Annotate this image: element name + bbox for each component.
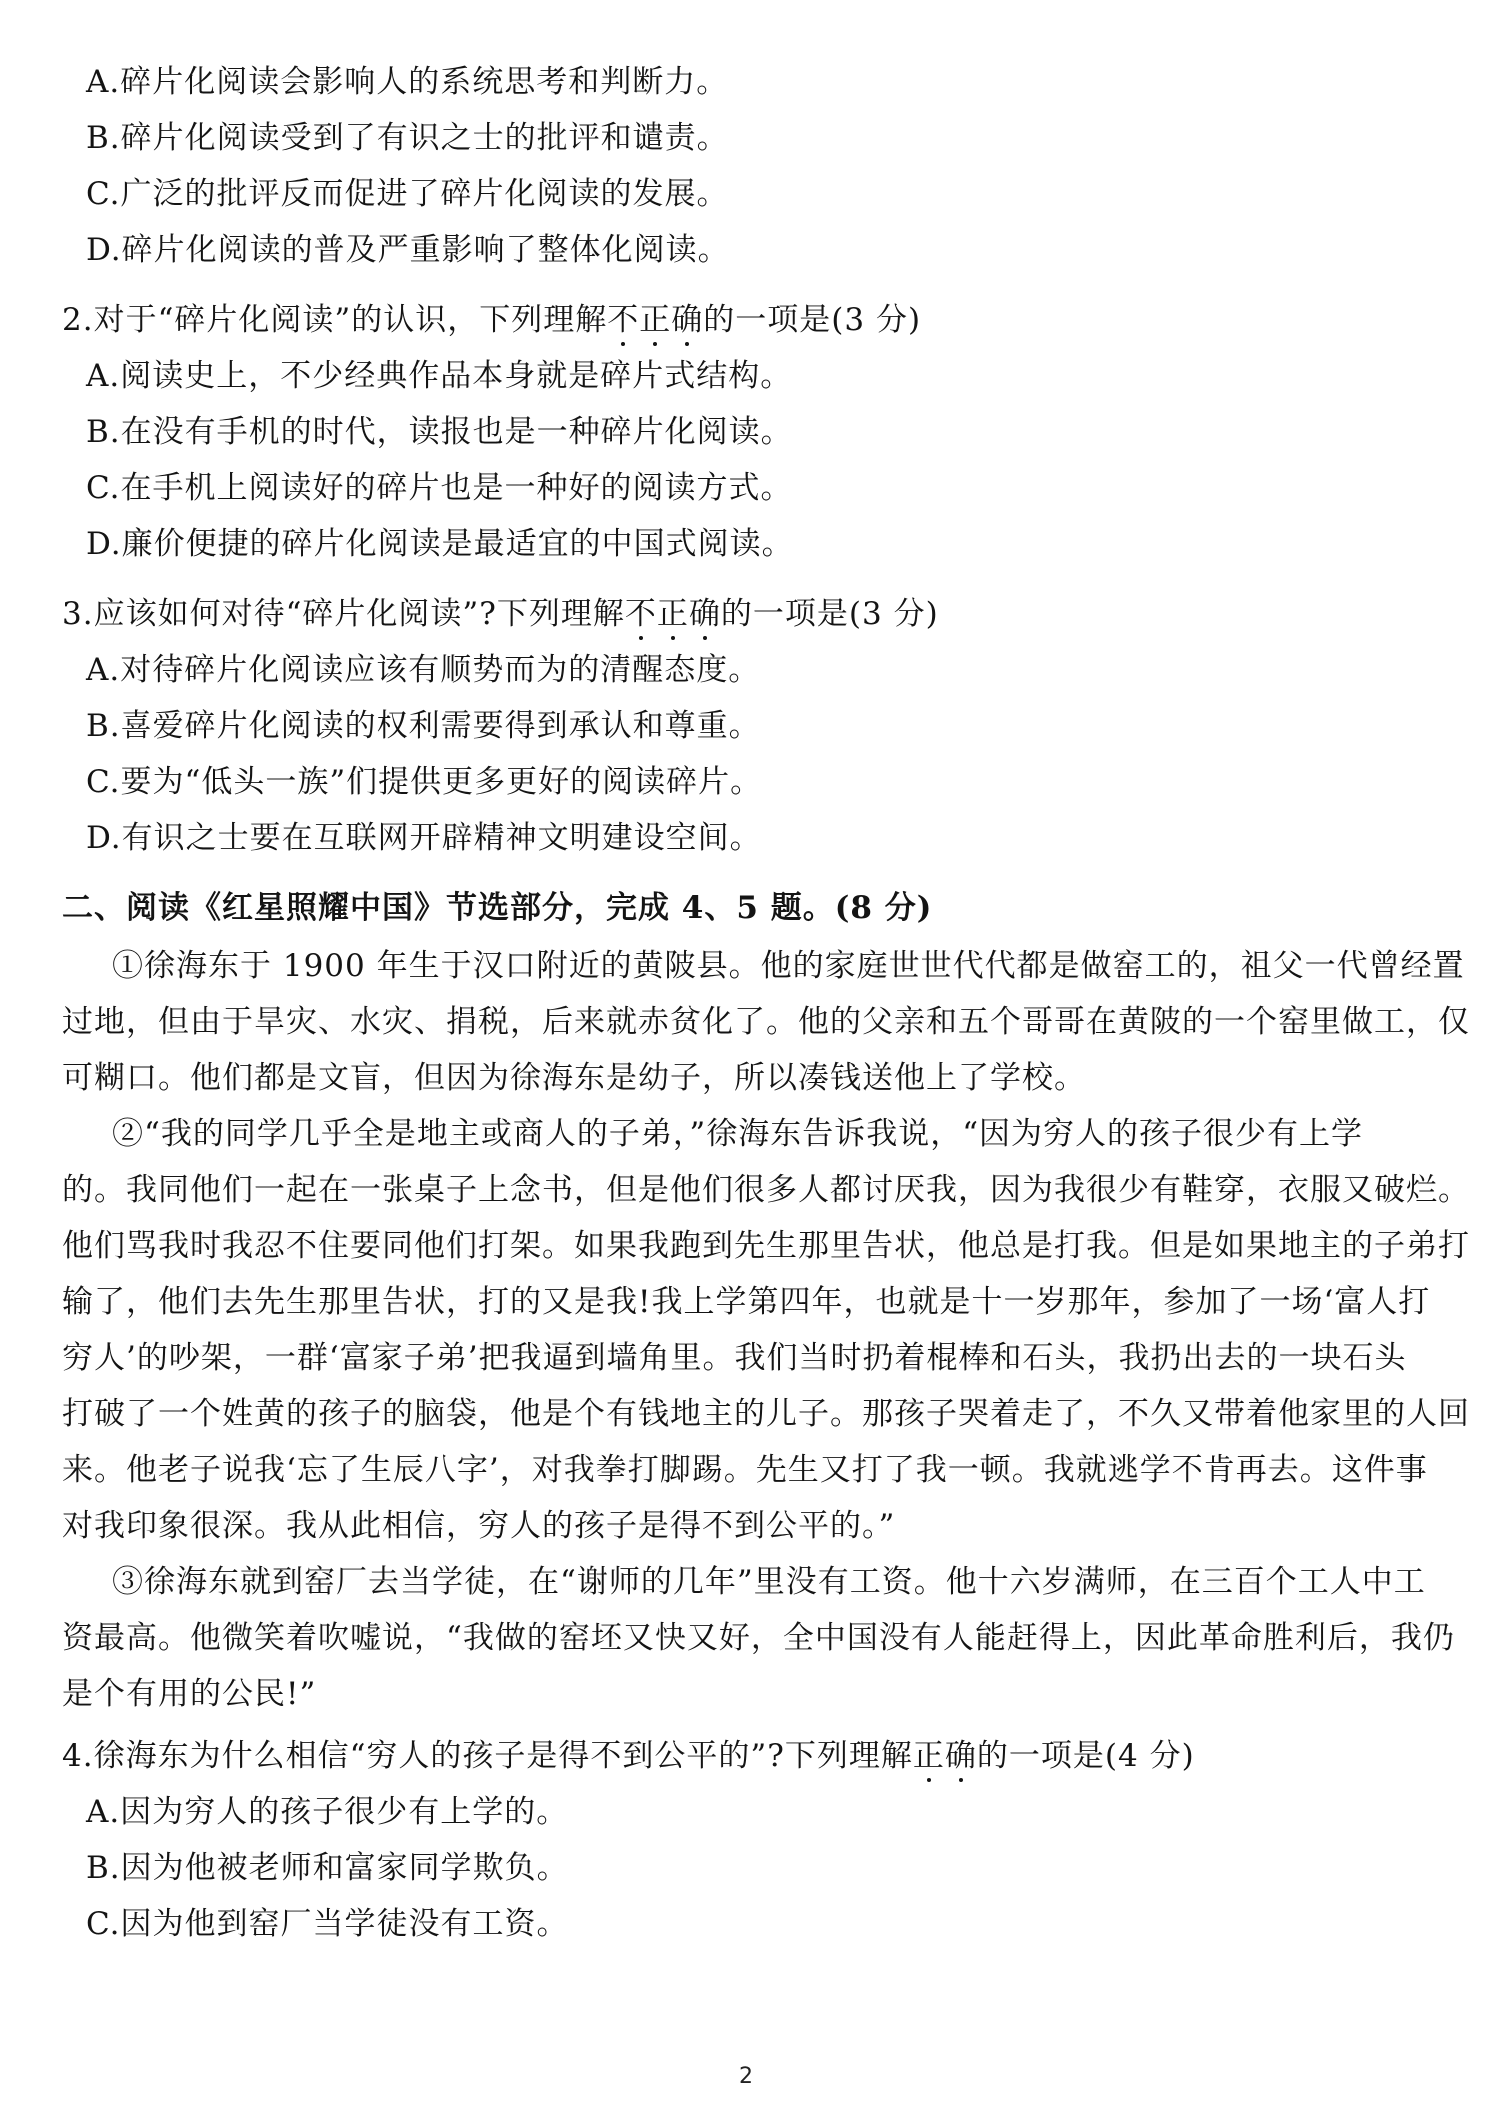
- passage-line: 过地，但由于旱灾、水灾、捐税，后来就赤贫化了。他的父亲和五个哥哥在黄陂的一个窑里做工，仅: [62, 1004, 1470, 1040]
- q1-option-d: D.碎片化阅读的普及严重影响了整体化阅读。: [86, 232, 730, 268]
- section-heading: 二、阅读《红星照耀中国》节选部分，完成 4、5 题。(8 分): [62, 890, 933, 926]
- emphasis-char: 不: [607, 302, 640, 338]
- passage-line: 对我印象很深。我从此相信，穷人的孩子是得不到公平的。”: [62, 1508, 896, 1544]
- q1-option-b: B.碎片化阅读受到了有识之士的批评和谴责。: [86, 120, 729, 156]
- passage-line: 是个有用的公民!”: [62, 1676, 317, 1712]
- passage-line: 输了，他们去先生那里告状，打的又是我!我上学第四年，也就是十一岁那年，参加了一场‘富人打: [62, 1284, 1431, 1320]
- emphasis-char: 确: [944, 1738, 977, 1774]
- q2-option-c: C.在手机上阅读好的碎片也是一种好的阅读方式。: [86, 470, 793, 506]
- emphasis-char: 确: [671, 302, 704, 338]
- q2-option-d: D.廉价便捷的碎片化阅读是最适宜的中国式阅读。: [86, 526, 794, 562]
- passage-line: ②“我的同学几乎全是地主或商人的子弟，”徐海东告诉我说，“因为穷人的孩子很少有上学: [112, 1116, 1364, 1152]
- passage-line: 可糊口。他们都是文盲，但因为徐海东是幼子，所以凑钱送他上了学校。: [62, 1060, 1086, 1096]
- passage-line: 打破了一个姓黄的孩子的脑袋，他是个有钱地主的儿子。那孩子哭着走了，不久又带着他家里的人回: [62, 1396, 1470, 1432]
- passage-line: 穷人’的吵架，一群‘富家子弟’把我逼到墙角里。我们当时扔着棍棒和石头，我扔出去的一块石头: [62, 1340, 1407, 1376]
- q3-stem: 3.应该如何对待“碎片化阅读”?下列理解不正确的一项是(3 分): [62, 596, 939, 632]
- emphasis-char: 确: [688, 596, 721, 632]
- passage-line: ①徐海东于 1900 年生于汉口附近的黄陂县。他的家庭世世代代都是做窑工的，祖父一代曾经置: [112, 948, 1465, 984]
- q1-option-a: A.碎片化阅读会影响人的系统思考和判断力。: [86, 64, 729, 100]
- passage-line: 他们骂我时我忍不住要同他们打架。如果我跑到先生那里告状，他总是打我。但是如果地主的子弟打: [62, 1228, 1470, 1264]
- emphasis-char: 正: [912, 1738, 945, 1774]
- q4-stem: 4.徐海东为什么相信“穷人的孩子是得不到公平的”?下列理解正确的一项是(4 分): [62, 1738, 1195, 1774]
- passage-line: ③徐海东就到窑厂去当学徒，在“谢师的几年”里没有工资。他十六岁满师，在三百个工人中工: [112, 1564, 1426, 1600]
- q3-option-a: A.对待碎片化阅读应该有顺势而为的清醒态度。: [86, 652, 761, 688]
- q2-option-b: B.在没有手机的时代，读报也是一种碎片化阅读。: [86, 414, 793, 450]
- q4-option-b: B.因为他被老师和富家同学欺负。: [86, 1850, 569, 1886]
- q3-option-c: C.要为“低头一族”们提供更多更好的阅读碎片。: [86, 764, 763, 800]
- q1-option-c: C.广泛的批评反而促进了碎片化阅读的发展。: [86, 176, 729, 212]
- emphasis-char: 正: [639, 302, 672, 338]
- emphasis-char: 正: [656, 596, 689, 632]
- q3-option-d: D.有识之士要在互联网开辟精神文明建设空间。: [86, 820, 762, 856]
- q4-option-c: C.因为他到窑厂当学徒没有工资。: [86, 1906, 569, 1942]
- q3-option-b: B.喜爱碎片化阅读的权利需要得到承认和尊重。: [86, 708, 761, 744]
- q2-stem: 2.对于“碎片化阅读”的认识，下列理解不正确的一项是(3 分): [62, 302, 922, 338]
- page-number: 2: [739, 2064, 753, 2089]
- passage-line: 资最高。他微笑着吹嘘说，“我做的窑坯又快又好，全中国没有人能赶得上，因此革命胜利后，我仍: [62, 1620, 1455, 1656]
- q2-option-a: A.阅读史上，不少经典作品本身就是碎片式结构。: [86, 358, 793, 394]
- emphasis-char: 不: [624, 596, 657, 632]
- passage-line: 来。他老子说我‘忘了生辰八字’，对我拳打脚踢。先生又打了我一顿。我就逃学不肯再去。这件事: [62, 1452, 1428, 1488]
- passage-line: 的。我同他们一起在一张桌子上念书，但是他们很多人都讨厌我，因为我很少有鞋穿，衣服又破烂。: [62, 1172, 1470, 1208]
- q4-option-a: A.因为穷人的孩子很少有上学的。: [86, 1794, 569, 1830]
